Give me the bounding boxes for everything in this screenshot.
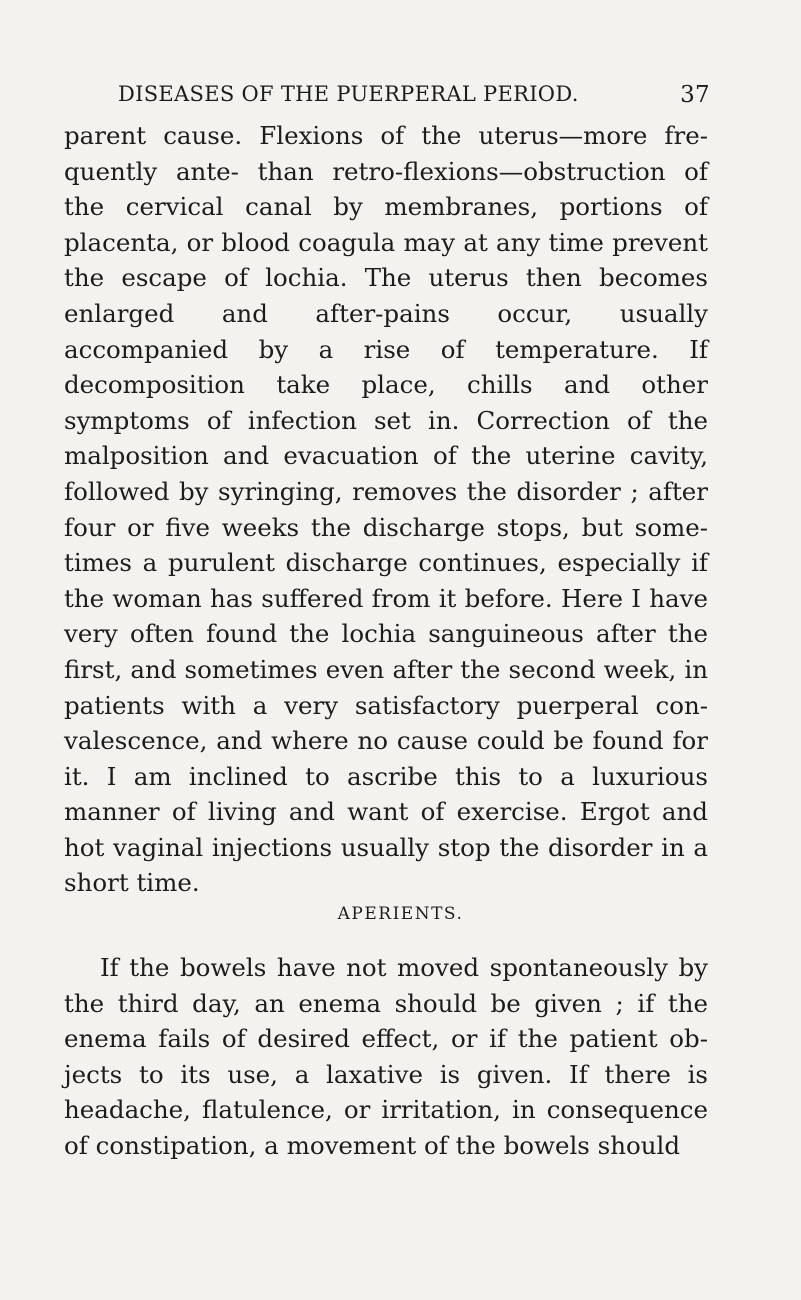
running-head-title: DISEASES OF THE PUERPERAL PERIOD. [118,82,579,106]
section-heading: APERIENTS. [337,904,464,924]
running-head [118,82,710,112]
page-number: 37 [680,82,710,108]
paragraph-continuation [64,118,708,901]
paragraph-text: If the bowels have not moved spontaneously by the third day, an enema should be given ; if the enema fails of desired effect, or if the patient ob- jects to its use, a laxative is given. If there is headache, flatulence, or irritation, in consequence of constipation, a movement of the bowels should [64,953,708,1160]
paragraph-text: parent cause. Flexions of the uterus—more fre- quently ante- than retro-flexions—obstruction of the cervical canal by membranes, portions of placenta, or blood coagula may at any time prevent the escape of lochia. The uterus then becomes enlarged and after-pains occur, usually accompanied by a rise of temperature. If decomposition take place, chills and other symptoms of infection set in. Correction of the malposition and evacuation of the uterine cavity, followed by syringing, removes the disorder ; after four or five weeks the discharge stops, but some- times a purulent discharge continues, especially if the woman has suffered from it before. Here I have very often found the lochia sanguineous after the first, and sometimes even after the second week, in patients with a very satisfactory puerperal con- valescence, and where no cause could be found for it. I am inclined to ascribe this to a luxurious manner of living and want of exercise. Ergot and hot vaginal injections usually stop the disorder in a short time. [64,121,708,898]
paragraph-aperients [64,950,708,1164]
